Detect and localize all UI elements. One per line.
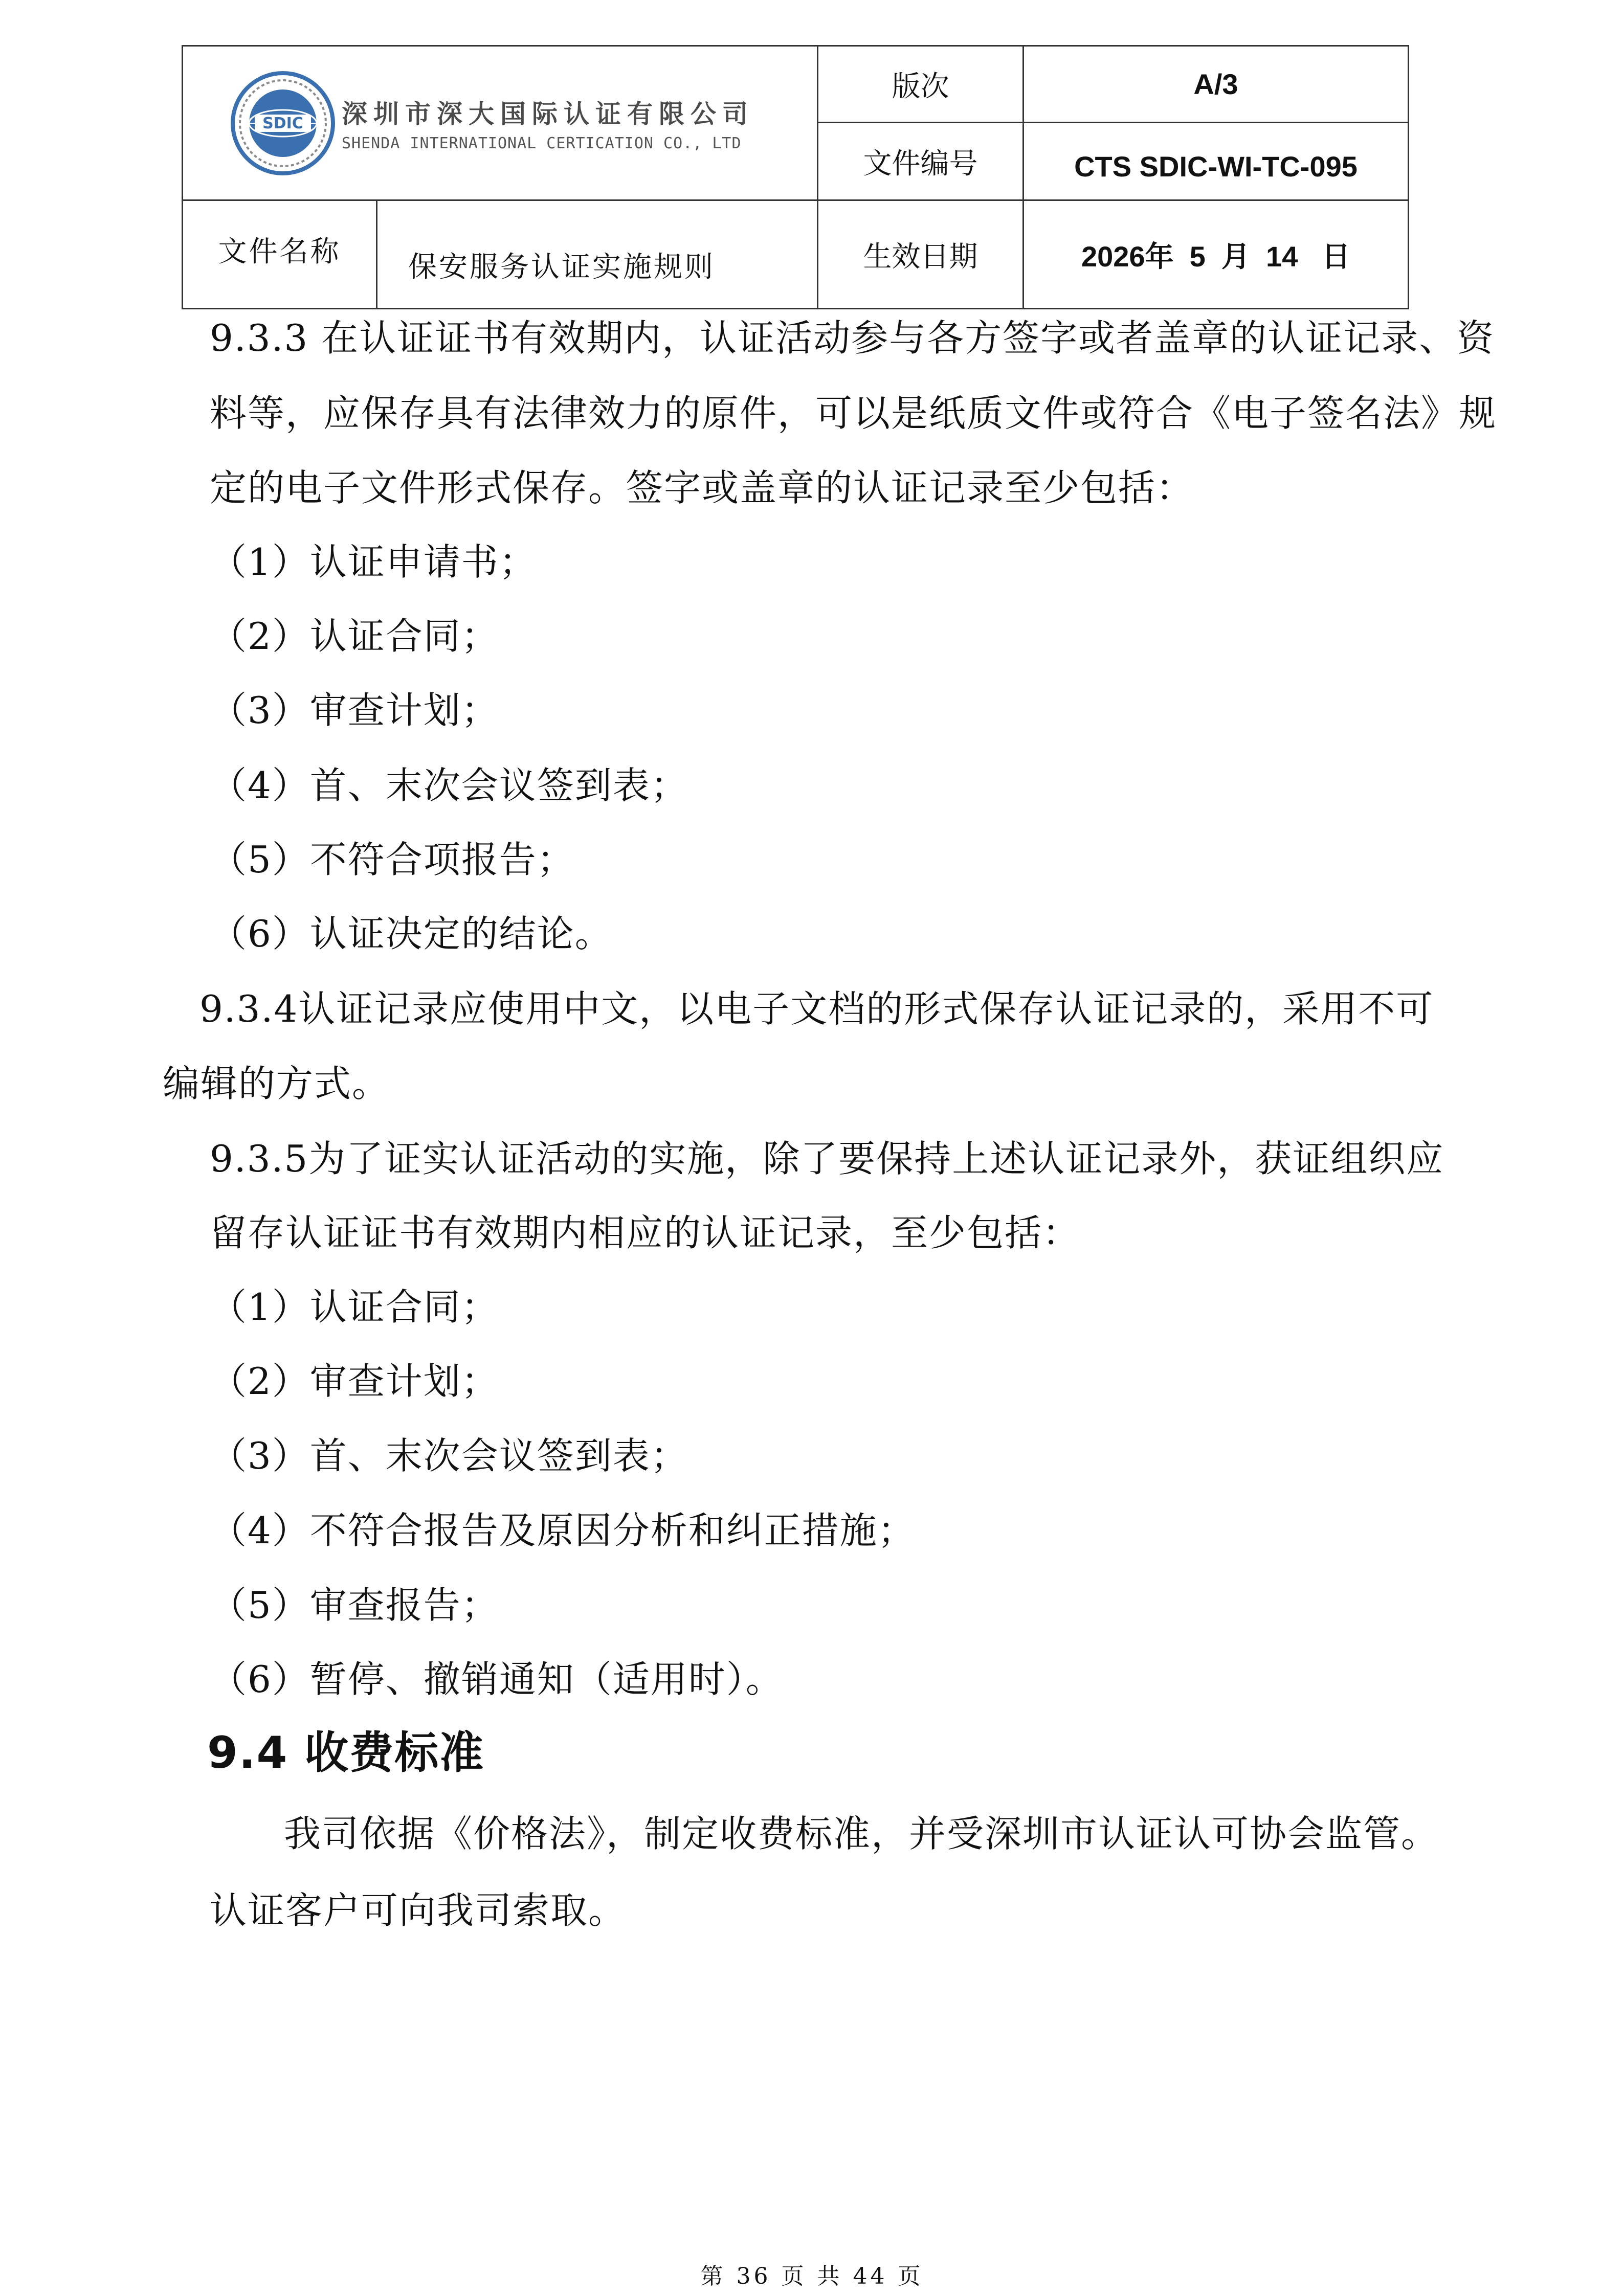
list2-item: （3）首、末次会议签到表；: [210, 1434, 688, 1477]
version-value: A/3: [1024, 47, 1408, 123]
list1-item: （3）审查计划；: [210, 689, 499, 732]
sdic-logo-icon: [229, 70, 337, 177]
version-label: 版次: [818, 47, 1024, 123]
list1-item: （1）认证申请书；: [210, 541, 537, 583]
company-logo-cell: [183, 47, 818, 201]
doc-name-row: [183, 201, 818, 308]
para-935-line1: 9.3.5为了证实认证活动的实施，除了要保持上述认证记录外，获证组织应: [210, 1137, 1444, 1180]
document-header-table: [182, 45, 1409, 309]
doc-name-value: 保安服务认证实施规则: [408, 250, 715, 284]
logo-text: SDIC: [262, 114, 303, 132]
effective-date-value: 2026年 5 月 14 日: [1081, 240, 1351, 273]
para-934-line2: 编辑的方式。: [163, 1062, 390, 1105]
list1-item: （4）首、末次会议签到表；: [210, 764, 688, 807]
doc-number-label: 文件编号: [818, 123, 1024, 201]
effective-date-label: 生效日期: [818, 201, 1024, 308]
para-933-line2: 料等，应保存具有法律效力的原件，可以是纸质文件或符合《电子签名法》规: [210, 392, 1497, 435]
list2-item: （1）认证合同；: [210, 1286, 499, 1329]
company-name-en: SHENDA INTERNATIONAL CERTICATION CO., LTD: [342, 134, 742, 152]
list2-item: （6）暂停、撤销通知（适用时）。: [210, 1658, 784, 1701]
section-heading-9-4: 9.4 收费标准: [207, 1727, 485, 1779]
list2-item: （5）审查报告；: [210, 1584, 499, 1627]
para-935-line2: 留存认证证书有效期内相应的认证记录，至少包括：: [210, 1211, 1081, 1254]
company-logo: [229, 70, 754, 177]
list2-item: （4）不符合报告及原因分析和纠正措施；: [210, 1509, 916, 1552]
list1-item: （2）认证合同；: [210, 615, 499, 658]
list1-item: （6）认证决定的结论。: [210, 912, 613, 955]
list2-item: （2）审查计划；: [210, 1360, 499, 1403]
list1-item: （5）不符合项报告；: [210, 838, 575, 881]
para-934-line1: 9.3.4认证记录应使用中文，以电子文档的形式保存认证记录的，采用不可: [199, 987, 1434, 1030]
company-name-cn: 深圳市深大国际认证有限公司: [342, 99, 754, 129]
doc-name-label: 文件名称: [183, 201, 377, 308]
doc-number-value: CTS SDIC-WI-TC-095: [1024, 123, 1408, 201]
para-933-line1: 9.3.3 在认证证书有效期内，认证活动参与各方签字或者盖章的认证记录、资: [210, 317, 1495, 359]
para-94-line2: 认证客户可向我司索取。: [210, 1889, 627, 1932]
para-94-line1: 我司依据《价格法》，制定收费标准，并受深圳市认证认可协会监管。: [284, 1812, 1439, 1855]
page-number: 第 36 页 共 44 页: [700, 2263, 924, 2289]
para-933-line3: 定的电子文件形式保存。签字或盖章的认证记录至少包括：: [210, 466, 1194, 509]
